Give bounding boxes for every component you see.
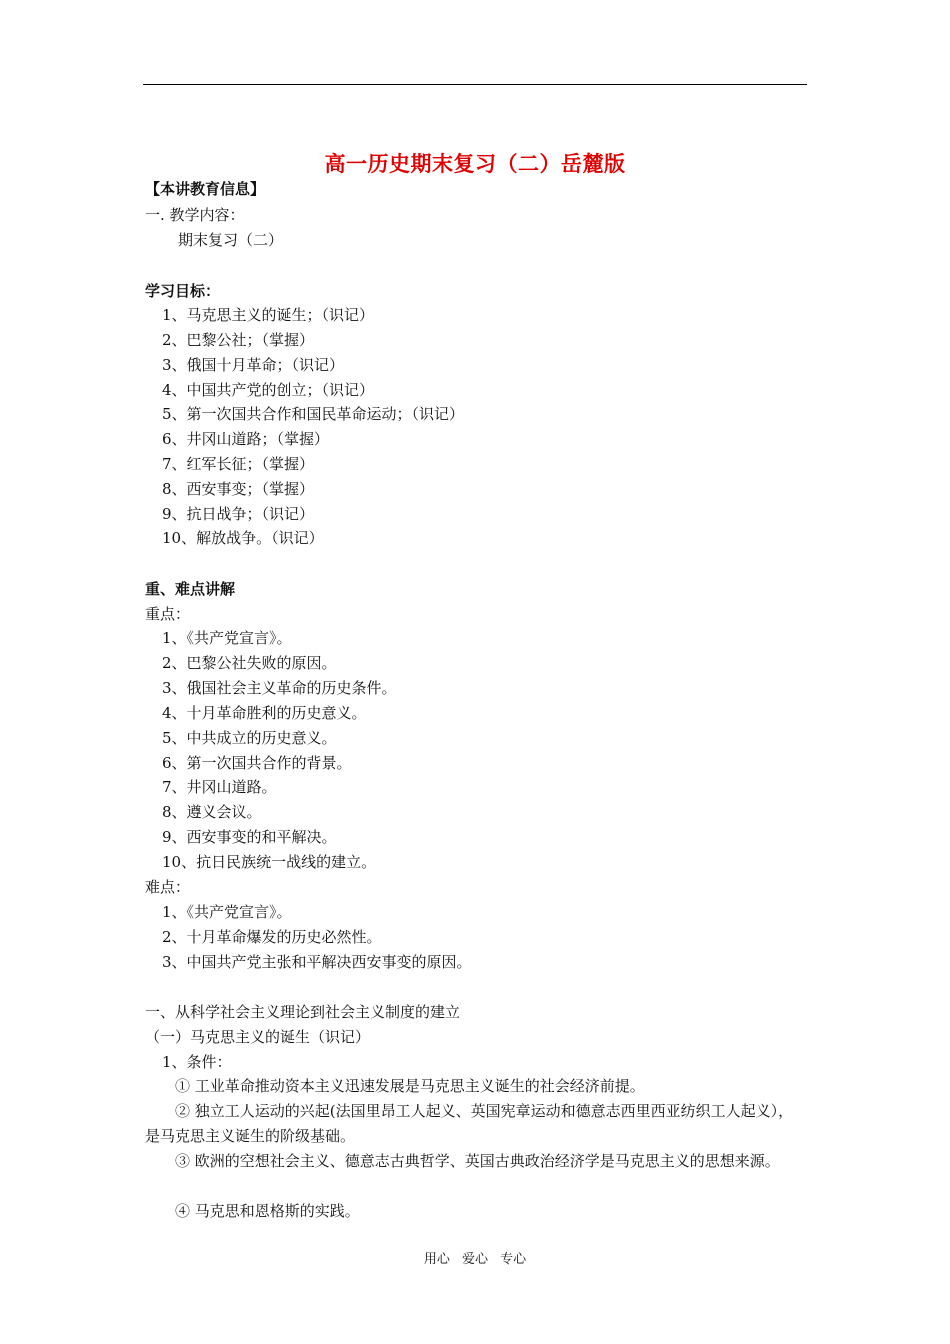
subsection-heading: （一）马克思主义的诞生（识记） bbox=[145, 1028, 371, 1046]
goal-item: 8、西安事变；（掌握） bbox=[162, 480, 315, 498]
difficult-label: 难点： bbox=[145, 878, 191, 896]
goals-heading: 学习目标： bbox=[145, 282, 221, 300]
goal-item: 2、巴黎公社；（掌握） bbox=[162, 331, 315, 349]
condition-paragraph: ① 工业革命推动资本主义迅速发展是马克思主义诞生的社会经济前提。 bbox=[175, 1077, 645, 1095]
info-heading: 【本讲教育信息】 bbox=[145, 180, 266, 198]
goal-item: 3、俄国十月革命；（识记） bbox=[162, 356, 345, 374]
goal-item: 9、抗日战争；（识记） bbox=[162, 505, 315, 523]
key-heading: 重、难点讲解 bbox=[145, 580, 236, 598]
difficult-point: 1、《共产党宣言》。 bbox=[162, 903, 292, 921]
goal-item: 6、井冈山道路；（掌握） bbox=[162, 430, 330, 448]
condition-paragraph: ③ 欧洲的空想社会主义、德意志古典哲学、英国古典政治经济学是马克思主义的思想来源。 bbox=[175, 1152, 780, 1170]
condition-paragraph: ④ 马克思和恩格斯的实践。 bbox=[175, 1202, 360, 1220]
content-value: 期末复习（二） bbox=[178, 231, 284, 249]
page-footer: 用心 爱心 专心 bbox=[423, 1252, 527, 1267]
key-point: 4、十月革命胜利的历史意义。 bbox=[162, 704, 367, 722]
conditions-label: 1、条件： bbox=[162, 1053, 232, 1071]
key-point: 9、西安事变的和平解决。 bbox=[162, 828, 337, 846]
key-point: 6、第一次国共合作的背景。 bbox=[162, 754, 352, 772]
page-title: 高一历史期末复习（二）岳麓版 bbox=[324, 152, 626, 176]
goal-item: 1、马克思主义的诞生；（识记） bbox=[162, 306, 375, 324]
content-label: 一. 教学内容： bbox=[145, 206, 245, 224]
section-heading: 一、从科学社会主义理论到社会主义制度的建立 bbox=[145, 1003, 461, 1021]
goal-item: 10、解放战争。（识记） bbox=[162, 529, 324, 547]
key-point: 2、巴黎公社失败的原因。 bbox=[162, 654, 337, 672]
difficult-point: 3、中国共产党主张和平解决西安事变的原因。 bbox=[162, 953, 472, 971]
key-point: 5、中共成立的历史意义。 bbox=[162, 729, 337, 747]
points-label: 重点： bbox=[145, 605, 191, 623]
goal-item: 5、第一次国共合作和国民革命运动；（识记） bbox=[162, 405, 465, 423]
difficult-point: 2、十月革命爆发的历史必然性。 bbox=[162, 928, 382, 946]
key-point: 1、《共产党宣言》。 bbox=[162, 629, 292, 647]
key-point: 3、俄国社会主义革命的历史条件。 bbox=[162, 679, 397, 697]
key-point: 8、遵义会议。 bbox=[162, 803, 262, 821]
header-rule bbox=[143, 84, 807, 85]
key-point: 7、井冈山道路。 bbox=[162, 778, 277, 796]
goal-item: 4、中国共产党的创立；（识记） bbox=[162, 381, 375, 399]
key-point: 10、抗日民族统一战线的建立。 bbox=[162, 853, 377, 871]
goal-item: 7、红军长征；（掌握） bbox=[162, 455, 315, 473]
condition-paragraph: ② 独立工人运动的兴起(法国里昂工人起义、英国宪章运动和德意志西里西亚纺织工人起义），是马克思主义诞生的阶级基础。 bbox=[145, 1102, 794, 1145]
